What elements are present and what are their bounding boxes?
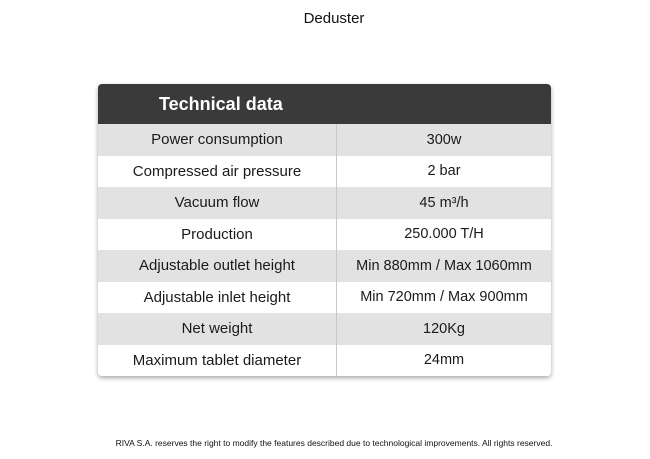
row-value: 120Kg <box>423 320 465 337</box>
table-row <box>98 156 551 188</box>
table-row <box>98 345 551 377</box>
table-row <box>98 187 551 219</box>
technical-data-table <box>98 84 551 376</box>
page-title: Deduster <box>303 10 365 27</box>
row-label: Production <box>98 219 337 251</box>
table-row <box>98 219 551 251</box>
row-value: 300w <box>426 131 462 148</box>
row-label: Maximum tablet diameter <box>98 345 337 377</box>
row-label: Adjustable inlet height <box>98 282 337 314</box>
table-row <box>98 313 551 345</box>
row-label: Power consumption <box>98 124 337 156</box>
row-label: Vacuum flow <box>98 187 337 219</box>
row-value: 2 bar <box>427 163 461 180</box>
row-label: Net weight <box>98 313 337 345</box>
row-value: 24mm <box>423 352 465 369</box>
row-value: Min 720mm / Max 900mm <box>360 289 528 306</box>
table-header: Technical data <box>98 84 551 124</box>
table-row <box>98 124 551 156</box>
row-label: Adjustable outlet height <box>98 250 337 282</box>
row-value: 45 m³/h <box>419 194 469 211</box>
table-row <box>98 250 551 282</box>
row-value: Min 880mm / Max 1060mm <box>356 257 532 274</box>
row-value: 250.000 T/H <box>404 226 484 243</box>
table-row <box>98 282 551 314</box>
row-label: Compressed air pressure <box>98 156 337 188</box>
footer-disclaimer: RIVA S.A. reserves the right to modify the features described due to technological improvements. All rights reserved. <box>115 438 553 448</box>
